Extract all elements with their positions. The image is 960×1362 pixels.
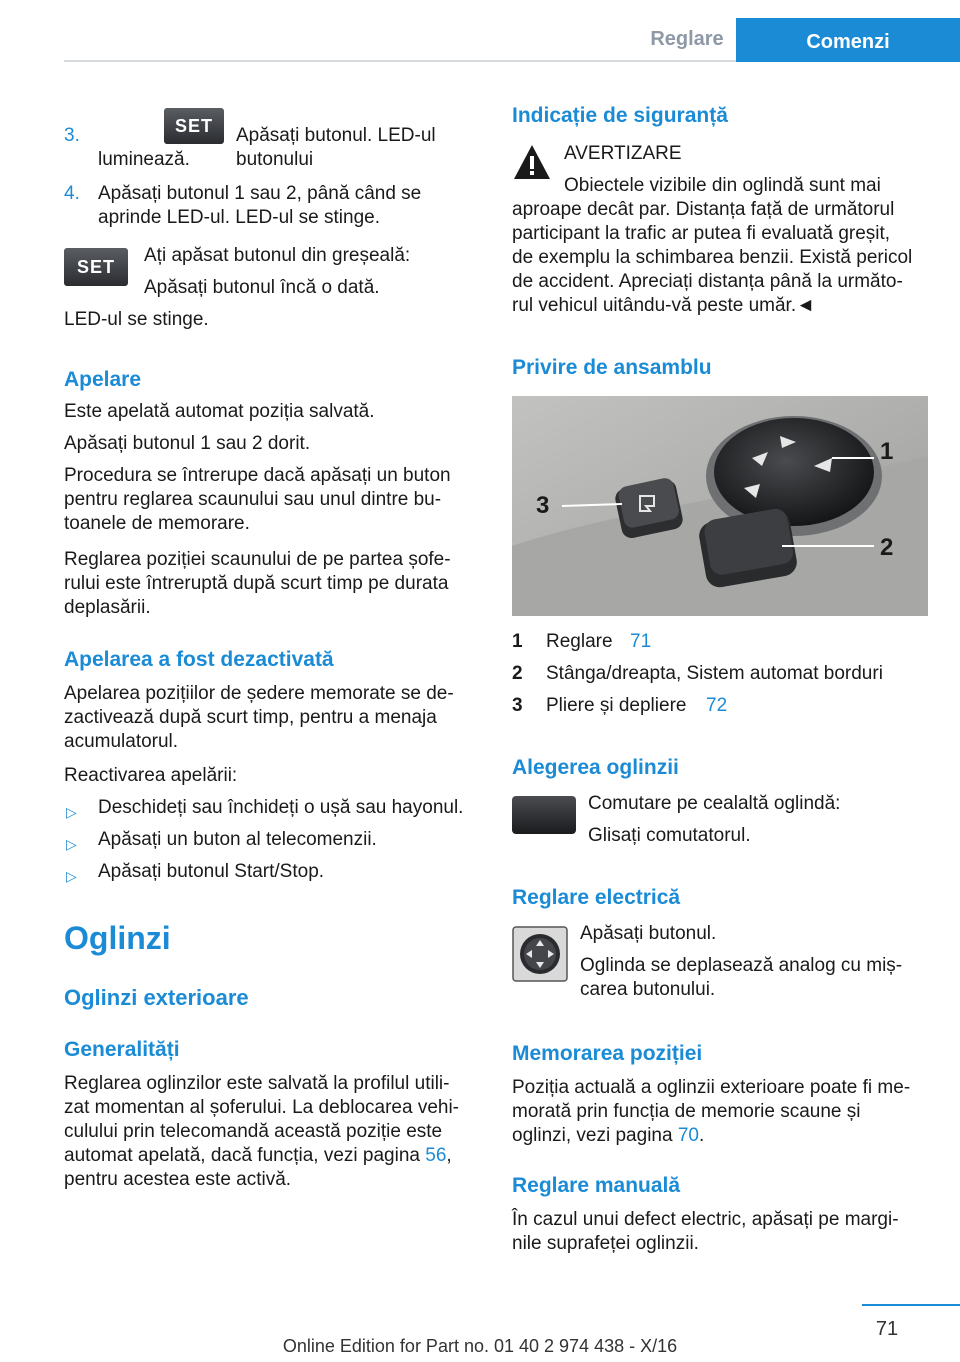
electrica-l2: Oglinda se deplasează analog cu miș- (580, 955, 903, 976)
memorarea-l3-text: oglinzi, vezi pagina (512, 1125, 678, 1146)
manuala-l2: nile suprafeței oglinzii. (512, 1233, 699, 1254)
step-3-number: 3. (64, 125, 80, 146)
set-button-image: SET (64, 248, 128, 286)
page-link-56[interactable]: 56 (425, 1145, 447, 1166)
mirror-switch-image (512, 796, 576, 834)
list-num-2: 2 (512, 663, 523, 684)
step-3-line2: luminează. (98, 149, 190, 170)
oglinzi-exterioare-heading: Oglinzi exterioare (64, 985, 249, 1010)
apelare-p4-2: rului este întreruptă după scurt timp pe durata (64, 573, 449, 594)
generalitati-l2: zat momentan al șoferului. La deblocarea vehi- (64, 1097, 460, 1118)
apelare-p4-1: Reglarea poziției scaunului de pe partea șofe- (64, 549, 451, 570)
generalitati-l4-text: automat apelată, dacă funcția, vezi pagina (64, 1145, 426, 1166)
callout-1: 1 (880, 438, 894, 465)
manuala-heading: Reglare manuală (512, 1174, 681, 1197)
step-4-number: 4. (64, 183, 80, 204)
dezactivata-p1-2: zactivează după scurt timp, pentru a menaja (64, 707, 437, 728)
bullet-item: Apăsați butonul Start/Stop. (98, 861, 325, 882)
warning-l1: Obiectele vizibile din oglindă sunt mai (564, 175, 881, 196)
apelare-p4-3: deplasării. (64, 597, 151, 618)
generalitati-l4 (64, 1144, 452, 1168)
apelare-p3-2: pentru reglarea scaunului sau unul dintre bu- (64, 489, 442, 510)
generalitati-l4-comma: , (446, 1145, 452, 1166)
memorarea-l3 (512, 1124, 704, 1148)
list-text-2: Stânga/dreapta, Sistem automat borduri (546, 663, 883, 684)
mirror-controls-photo (512, 396, 928, 616)
memorarea-l3-dot: . (698, 1125, 705, 1146)
bullet-item: Apăsați un buton al telecomenzii. (98, 829, 377, 850)
page-link-72[interactable]: 72 (706, 695, 728, 716)
alegerea-l1: Comutare pe cealaltă oglindă: (588, 793, 841, 814)
bullet-icon: ▷ (66, 836, 77, 852)
apelare-heading: Apelare (64, 368, 142, 391)
apelare-p3-1: Procedura se întrerupe dacă apăsați un buton (64, 465, 451, 486)
callout-3: 3 (536, 492, 550, 519)
footer-rule (862, 1304, 960, 1306)
electrica-l3: carea butonului. (580, 979, 716, 1000)
step-3-line1: Apăsați butonul. LED-ul butonului (236, 125, 436, 170)
alegerea-heading: Alegerea oglinzii (512, 756, 679, 779)
led-off-text: LED-ul se stinge. (64, 309, 209, 330)
manuala-l1: În cazul unui defect electric, apăsați pe margi- (512, 1209, 899, 1230)
warning-icon (512, 142, 552, 182)
warning-label: AVERTIZARE (564, 143, 682, 164)
step-4-line1: Apăsați butonul 1 sau 2, până când se (98, 183, 422, 204)
dezactivata-p2: Reactivarea apelării: (64, 765, 238, 786)
apelare-p2: Apăsați butonul 1 sau 2 dorit. (64, 433, 311, 454)
apelare-p3-3: toanele de memorare. (64, 513, 250, 534)
alegerea-l2: Glisați comutatorul. (588, 825, 751, 846)
generalitati-heading: Generalități (64, 1038, 180, 1061)
bullet-icon: ▷ (66, 868, 77, 884)
note-line1: Ați apăsat butonul din greșeală: (144, 245, 411, 266)
bullet-item: Deschideți sau închideți o ușă sau hayonul. (98, 797, 464, 818)
generalitati-l3: culului prin telecomandă această poziție este (64, 1121, 443, 1142)
warning-l6: rul vehicul uitându-vă peste umăr.◄ (512, 295, 815, 316)
ansamblu-heading: Privire de ansamblu (512, 356, 712, 379)
list-num-1: 1 (512, 631, 523, 652)
set-button-image: SET (164, 108, 224, 144)
list-num-3: 3 (512, 695, 523, 716)
page-number: 71 (875, 1318, 899, 1340)
bullet-icon: ▷ (66, 804, 77, 820)
apelare-p1: Este apelată automat poziția salvată. (64, 401, 375, 422)
electrica-heading: Reglare electrică (512, 886, 681, 909)
callout-2: 2 (880, 534, 894, 561)
list-text-1: Reglare (546, 631, 613, 652)
step-4-line2: aprinde LED-ul. LED-ul se stinge. (98, 207, 380, 228)
dezactivata-p1-1: Apelarea pozițiilor de ședere memorate se de- (64, 683, 454, 704)
memorarea-l2: morată prin funcția de memorie scaune și (512, 1101, 861, 1122)
page-link-70[interactable]: 70 (677, 1125, 699, 1146)
page-link-71[interactable]: 71 (630, 631, 652, 652)
generalitati-l5: pentru acestea este activă. (64, 1169, 292, 1190)
dezactivata-p1-3: acumulatorul. (64, 731, 179, 752)
header-chapter-tab: Comenzi (736, 18, 960, 62)
electrica-l1: Apăsați butonul. (580, 923, 717, 944)
footer-edition: Online Edition for Part no. 01 40 2 974 438 - X/16 (282, 1336, 678, 1356)
warning-l5: de accident. Apreciați distanța până la următo- (512, 271, 903, 292)
memorarea-l1: Poziția actuală a oglinzii exterioare poate fi me- (512, 1077, 911, 1098)
dezactivata-heading: Apelarea a fost dezactivată (64, 648, 334, 671)
memorarea-heading: Memorarea poziției (512, 1042, 703, 1065)
siguranta-heading: Indicație de siguranță (512, 104, 728, 127)
oglinzi-heading: Oglinzi (64, 920, 171, 956)
mirror-controls-illustration (512, 396, 928, 616)
warning-l2: aproape decât par. Distanța față de următorul (512, 199, 895, 220)
generalitati-l1: Reglarea oglinzilor este salvată la profilul utili- (64, 1073, 450, 1094)
header-section: Reglare (650, 28, 724, 50)
warning-l4: de exemplu la schimbarea benzii. Există pericol (512, 247, 913, 268)
list-text-3: Pliere și depliere (546, 695, 687, 716)
warning-l3: participant la trafic ar putea fi evaluată greșit, (512, 223, 891, 244)
note-line2: Apăsați butonul încă o dată. (144, 277, 380, 298)
mirror-joystick-icon (512, 926, 568, 982)
